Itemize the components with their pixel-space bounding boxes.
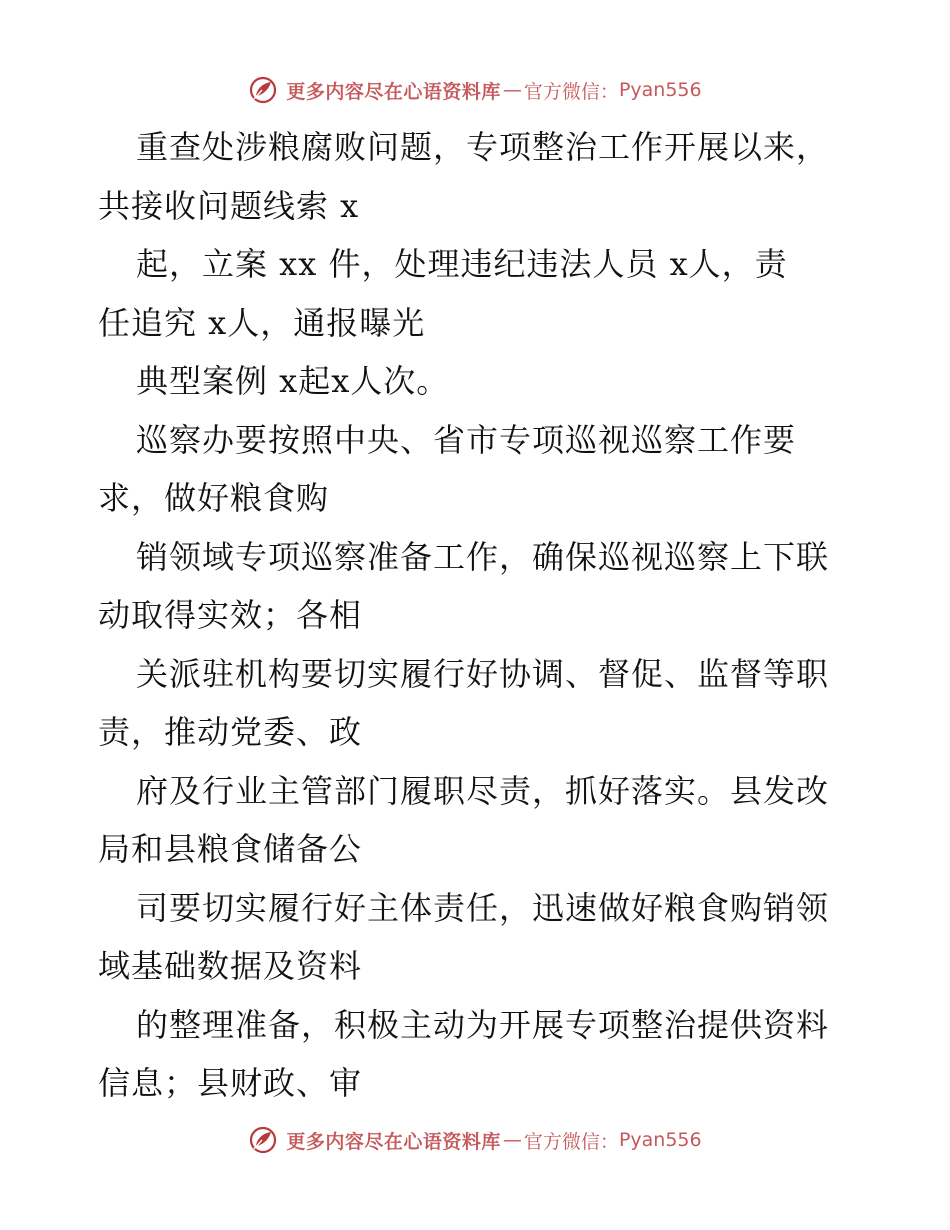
body-line: 起，立案 xx 件，处理违纪违法人员 x人，责	[136, 245, 788, 283]
body-line: 典型案例 x起x人次。	[136, 362, 450, 400]
leaf-logo-icon	[248, 1125, 278, 1155]
body-line: 局和县粮食储备公	[98, 830, 363, 868]
watermark-dash: —	[502, 1129, 522, 1151]
body-line: 信息；县财政、审	[98, 1064, 363, 1102]
body-line: 的整理准备，积极主动为开展专项整治提供资料	[136, 1005, 830, 1044]
body-line: 动取得实效；各相	[98, 596, 363, 634]
watermark-wechat-label: 官方微信：	[523, 1130, 619, 1153]
watermark-dash: —	[502, 79, 522, 101]
body-line: 重查处涉粮腐败问题，专项整治工作开展以来，	[136, 128, 830, 166]
body-line: 责，推动党委、政	[98, 713, 363, 751]
body-line: 巡察办要按照中央、省市专项巡视巡察工作要	[136, 420, 797, 459]
watermark-wechat-label: 官方微信：	[523, 80, 619, 103]
watermark-site: 更多内容尽在心语资料库	[286, 80, 501, 103]
body-line: 共接收问题线索 x	[98, 186, 360, 225]
document-body	[98, 118, 858, 1113]
body-line: 司要切实履行好主体责任，迅速做好粮食购销领	[136, 888, 830, 927]
body-line: 求，做好粮食购	[98, 479, 330, 517]
leaf-logo-icon	[248, 75, 278, 105]
footer-watermark	[0, 1120, 950, 1160]
body-line: 域基础数据及资料	[98, 947, 363, 985]
watermark-site: 更多内容尽在心语资料库	[286, 1130, 501, 1153]
header-watermark	[0, 70, 950, 110]
body-line: 任追究 x人，通报曝光	[98, 303, 426, 342]
body-line: 关派驻机构要切实履行好协调、督促、监督等职	[136, 654, 830, 693]
body-line: 府及行业主管部门履职尽责，抓好落实。县发改	[136, 771, 830, 810]
watermark-wechat-id: Pyan556	[618, 79, 702, 101]
watermark-wechat-id: Pyan556	[618, 1129, 702, 1151]
body-line: 销领域专项巡察准备工作，确保巡视巡察上下联	[136, 537, 830, 576]
